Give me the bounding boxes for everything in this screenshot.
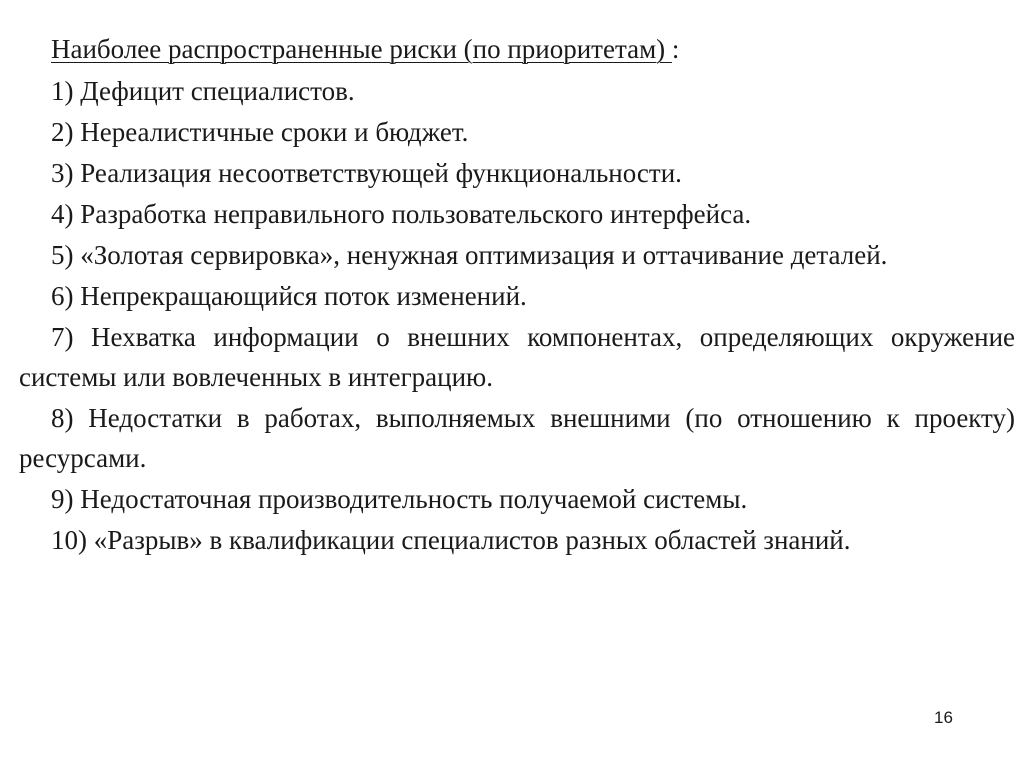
- heading-text: Наиболее распространенные риски (по приоритетам): [51, 34, 672, 64]
- risk-item-7: 7) Нехватка информации о внешних компонентах, определяющих окружение системы или вовлеченных в интеграцию.: [19, 322, 1015, 392]
- risk-item-9: 9) Недостаточная производительность получаемой системы.: [51, 484, 748, 514]
- page-number: 16: [934, 708, 953, 727]
- risk-item-3: 3) Реализация несоответствующей функциональности.: [51, 158, 682, 188]
- risk-item-1: 1) Дефицит специалистов.: [51, 76, 355, 106]
- risk-item-4: 4) Разработка неправильного пользовательского интерфейса.: [51, 199, 752, 229]
- risk-item-5: 5) «Золотая сервировка», ненужная оптимизация и оттачивание деталей.: [51, 240, 888, 270]
- risk-item-6: 6) Непрекращающийся поток изменений.: [51, 281, 527, 311]
- risk-list: [19, 71, 1015, 560]
- risk-item-8: 8) Недостатки в работах, выполняемых внешними (по отношению к проекту) ресурсами.: [19, 403, 1015, 473]
- list-heading: [19, 28, 1015, 71]
- risk-item-10: 10) «Разрыв» в квалификации специалистов разных областей знаний.: [51, 525, 851, 555]
- risk-item-2: 2) Нереалистичные сроки и бюджет.: [51, 117, 469, 147]
- slide-content: [19, 28, 1015, 561]
- heading-colon: :: [671, 34, 680, 64]
